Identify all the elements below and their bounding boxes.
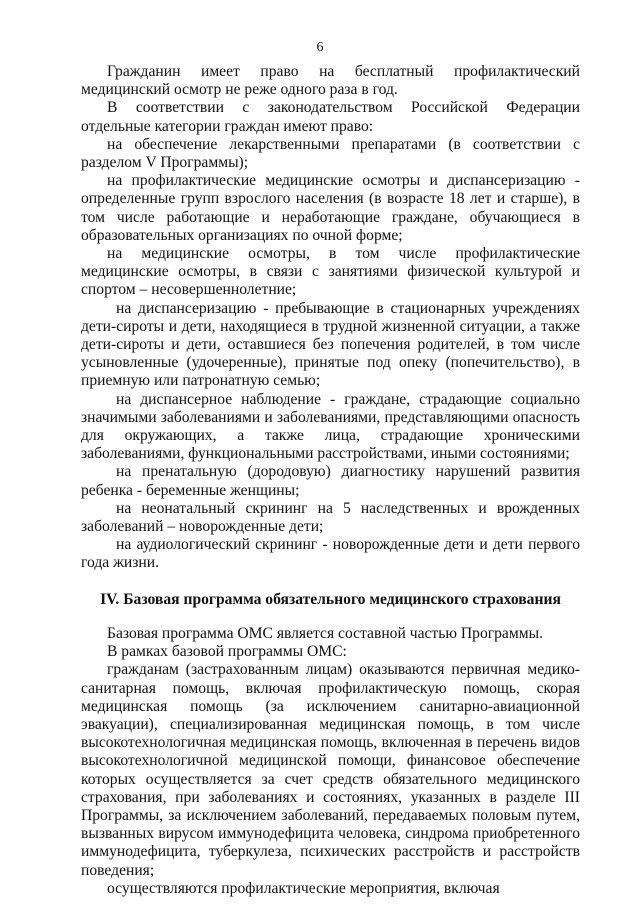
paragraph: В соответствии с законодательством Российской Федерации отдельные категории граждан имеют право: [81,99,580,135]
paragraphs-after-heading [81,625,580,898]
paragraph: на диспансеризацию - пребывающие в стационарных учреждениях дети-сироты и дети, находящиеся в трудной жизненной ситуации, а также дети-сироты и дети, оставшиеся без попечения родителей, в том числе усыновленные (удочеренные), принятые под опеку (попечительство), в приемную или патронатную семью; [81,299,580,390]
spacer [81,609,580,625]
spacer [81,573,580,591]
paragraph: на пренатальную (дородовую) диагностику нарушений развития ребенка - беременные женщины; [81,463,580,499]
section-heading: IV. Базовая программа обязательного медицинского страхования [100,590,561,608]
paragraph: гражданам (застрахованным лицам) оказываются первичная медико-санитарная помощь, включая профилактическую помощь, скорая медицинская помощь (за исключением санитарно-авиационной эвакуации), специализированная медицинская помощь, в том числе высокотехнологичная медицинская помощь, включенная в перечень видов высокотехнологичной медицинской помощи, финансовое обеспечение которых осуществляется за счет средств обязательного медицинского страхования, при заболеваниях и состояниях, указанных в разделе III Программы, за исключением заболеваний, передаваемых половым путем, вызванных вирусом иммунодефицита человека, синдрома приобретенного иммунодефицита, туберкулеза, психических расстройств и расстройств поведения; [81,661,580,879]
paragraph: на диспансерное наблюдение - граждане, страдающие социально значимыми заболеваниями и заболеваниями, представляющими опасность для окружающих, а также лица, страдающие хроническими заболеваниями, функциональными расстройствами, иными состояниями; [81,390,580,463]
paragraph: Базовая программа ОМС является составной частью Программы. [107,624,543,642]
paragraph: В рамках базовой программы ОМС: [107,643,347,661]
paragraph: на профилактические медицинские осмотры и диспансеризацию - определенные групп взрослого населения (в возрасте 18 лет и старше), в том числе работающие и неработающие граждане, обучающиеся в образовательных организациях по очной форме; [81,172,580,244]
page-number: 6 [316,40,324,55]
paragraph: на медицинские осмотры, в том числе профилактические медицинские осмотры, в связи с занятиями физической культурой и спортом – несовершеннолетние; [81,245,580,299]
paragraph: на обеспечение лекарственными препаратами (в соответствии с разделом V Программы); [81,135,580,172]
paragraph: на неонатальный скрининг на 5 наследственных и врожденных заболеваний – новорожденные дети; [81,499,580,536]
paragraphs-before-heading [81,63,580,573]
document-body [81,63,580,898]
paragraph: на аудиологический скрининг - новорожденные дети и дети первого года жизни. [81,536,580,572]
paragraph: Гражданин имеет право на бесплатный профилактический медицинский осмотр не реже одного раза в год. [81,63,580,99]
paragraph: осуществляются профилактические мероприятия, включая [107,879,500,897]
